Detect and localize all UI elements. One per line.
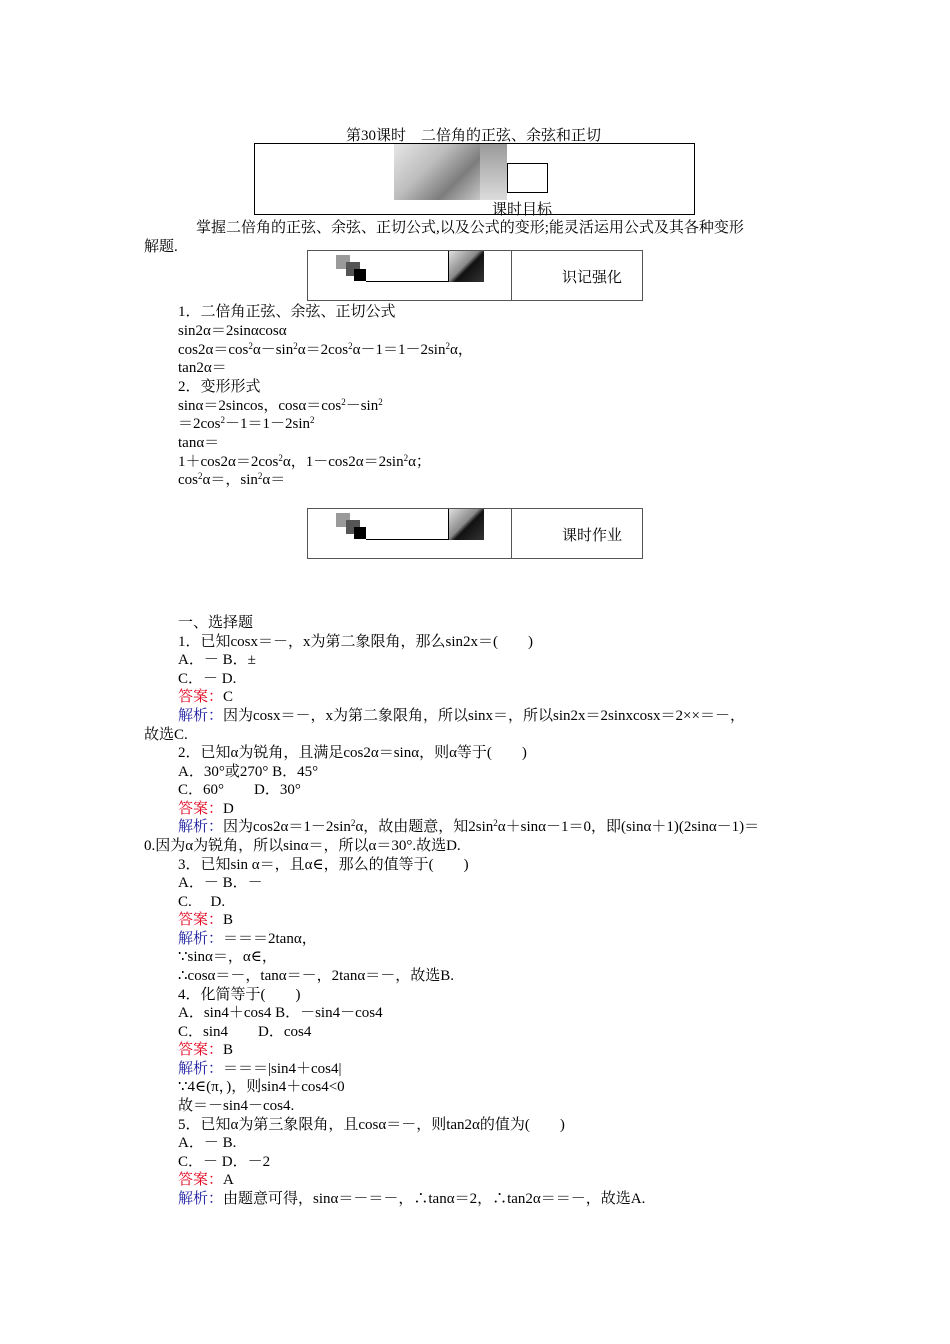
- memory-heading-2: 2．变形形式: [178, 379, 261, 395]
- banner-memory-label: 识记强化: [562, 269, 623, 286]
- q4-analysis-cont: 故＝－sin4－cos4.: [178, 1098, 295, 1114]
- q4-options-cd: C．sin4 D．cos4: [178, 1024, 312, 1040]
- decorative-gradient-graphic: [394, 144, 480, 200]
- q4-options-ab: A．sin4＋cos4 B．－sin4－cos4: [178, 1005, 383, 1021]
- q1-analysis-cont: 故选C.: [144, 727, 188, 743]
- q1-options-ab: A．－ B．±: [178, 652, 256, 668]
- q2-options-cd: C．60° D．30°: [178, 782, 301, 798]
- q1-analysis: 解析：因为cosx＝－，x为第二象限角，所以sinx＝，所以sin2x＝2sinxcosx＝2××＝－，: [178, 707, 745, 724]
- decorative-rule: [366, 539, 448, 540]
- banner-homework: [307, 508, 643, 559]
- q3-analysis-cont: ∴cosα＝－，tanα＝－，2tanα＝－，故选B.: [178, 968, 455, 984]
- goal-box-label: 课时目标: [492, 201, 553, 218]
- banner-memory: [307, 250, 643, 301]
- banner-divider: [511, 509, 512, 558]
- q5-options-ab: A．－ B.: [178, 1135, 237, 1151]
- q2-options-ab: A．30°或270° B．45°: [178, 764, 319, 780]
- memory-heading-1: 1．二倍角正弦、余弦、正切公式: [178, 304, 396, 320]
- q4-analysis-cont: ∵4∈(π，)，则sin4＋cos4<0: [178, 1079, 345, 1095]
- page-title: 第30课时 二倍角的正弦、余弦和正切: [346, 128, 602, 144]
- q3-analysis: 解析：＝＝＝2tanα，: [178, 930, 317, 947]
- formula-cos2a: $\cos 2\alpha=\cos^2\alpha-\sin^2\alpha=2\cos^2\alpha-1=1-2\sin^2\alpha$，: [178, 341, 473, 358]
- formula-tan2a: tan2α＝: [178, 360, 227, 376]
- decorative-rule: [366, 281, 448, 282]
- decorative-frame: [507, 163, 548, 193]
- q5-options-cd: C．－ D．－2: [178, 1154, 271, 1170]
- q3-stem: 3．已知sin α＝，且α∈，那么的值等于( ): [178, 857, 469, 873]
- banner-divider: [511, 251, 512, 300]
- q5-stem: 5．已知α为第三象限角，且cosα＝－，则tan2α的值为( ): [178, 1117, 565, 1133]
- decorative-bar-graphic: [480, 144, 507, 200]
- section-heading: 一、选择题: [178, 614, 254, 631]
- q4-answer: 答案：B: [178, 1041, 234, 1058]
- q5-answer: 答案：A: [178, 1171, 234, 1188]
- q4-analysis: 解析：＝＝＝|sin4＋cos4|: [178, 1060, 342, 1077]
- decorative-square: [354, 527, 366, 539]
- goal-box: [254, 143, 695, 218]
- q3-options-ab: A．－ B．－: [178, 875, 263, 891]
- formula-half-angle-cont: $=2\cos^2-1=1-2\sin^2$: [178, 415, 315, 432]
- q5-analysis: 解析：由题意可得，sinα＝－＝－，∴tanα＝2，∴tan2α＝＝－，故选A.: [178, 1190, 646, 1207]
- q2-stem: 2．已知α为锐角，且满足cos2α＝sinα，则α等于( ): [178, 745, 527, 761]
- formula-tana: tanα＝: [178, 435, 220, 451]
- decorative-gradient-graphic: [449, 251, 484, 282]
- q2-answer: 答案：D: [178, 800, 234, 817]
- formula-power-reduction: $1+\cos 2\alpha=2\cos^2\alpha$，$1-\cos 2\alpha=2\sin^2\alpha$；: [178, 453, 431, 470]
- formula-half-angle: sinα＝2sincos，$\cos\alpha=\cos^2-\sin^2$: [178, 397, 383, 414]
- goal-text-line1: 掌握二倍角的正弦、余弦、正切公式,以及公式的变形;能灵活运用公式及其各种变形: [196, 220, 744, 236]
- decorative-gradient-graphic: [449, 509, 484, 540]
- formula-sin2a: sin2α＝2sinαcosα: [178, 323, 287, 339]
- q1-stem: 1．已知cosx＝－，x为第二象限角，那么sin2x＝( ): [178, 634, 533, 650]
- q1-options-cd: C．－ D.: [178, 671, 237, 687]
- q2-analysis-cont: 0.因为α为锐角，所以sinα＝，所以α＝30°.故选D.: [144, 838, 461, 854]
- banner-homework-label: 课时作业: [562, 527, 623, 544]
- q4-stem: 4．化简等于( ): [178, 987, 301, 1003]
- q1-answer: 答案：C: [178, 688, 234, 705]
- q3-options-cd: C. D.: [178, 894, 226, 910]
- q3-answer: 答案：B: [178, 911, 234, 928]
- decorative-square: [354, 269, 366, 281]
- q3-analysis-cont: ∵sinα＝，α∈，: [178, 949, 277, 965]
- goal-text-line2: 解题.: [144, 239, 178, 255]
- q2-analysis: 解析：因为$\cos 2\alpha=1-2\sin^2\alpha$，故由题意，知$2\sin^2\alpha+\sin\alpha-1=0$，即(sinα＋1)(2sinα－1)＝: [178, 818, 760, 835]
- formula-squares: $\cos^2\alpha=$，$\sin^2\alpha=$: [178, 471, 286, 488]
